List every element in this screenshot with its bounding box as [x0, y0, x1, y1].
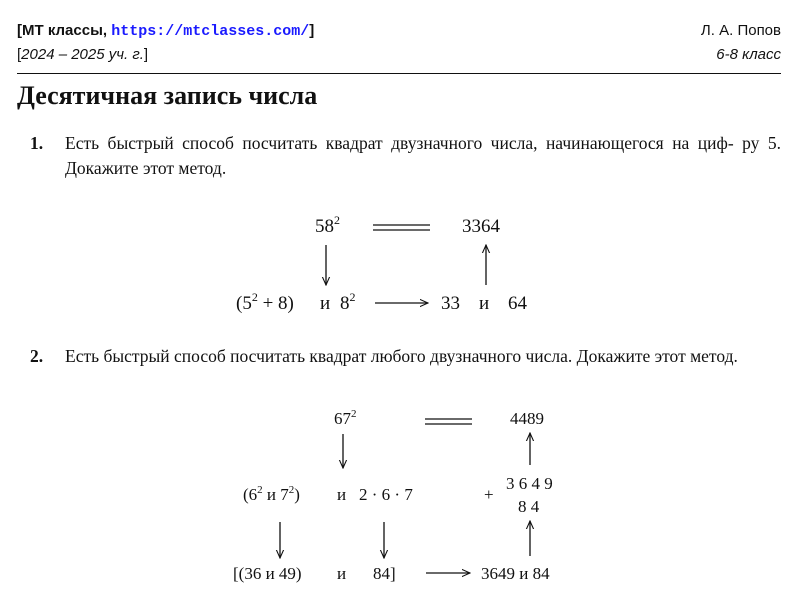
year-open-bracket: [	[17, 46, 22, 63]
d2-mid-left: ($6^2$ и $7^2$)	[243, 484, 300, 504]
org-close-bracket: ]	[309, 22, 315, 39]
diagram-2	[233, 408, 553, 583]
diagram-1	[236, 213, 528, 314]
d2-top-left: $67^2$	[334, 408, 357, 428]
problem-text: Есть быстрый способ посчитать квадрат любого двузначного числа. Докажите этот метод.	[65, 346, 738, 366]
page-title: Десятичная запись числа	[17, 81, 318, 110]
d1-result-right: 64	[508, 293, 527, 314]
problem-number: 1.	[30, 133, 44, 153]
header-grade: 6-8 класс	[716, 46, 781, 63]
d1-top-left: $58^2$	[315, 213, 340, 237]
d1-top-right: 3364	[462, 216, 500, 237]
d2-top-right: 4489	[510, 409, 544, 428]
d2-bot-left: [(36 и 49)	[233, 564, 302, 583]
d1-eight-squared: $8^2$	[340, 290, 356, 314]
problem-number: 2.	[30, 346, 44, 366]
d2-sum-bottom: 8 4	[518, 497, 540, 516]
problem-text: Есть быстрый способ посчитать квадрат двузначного числа, начинающегося на циф- ру 5. Докажите этот метод.	[65, 133, 781, 178]
d2-sum-top: 3 6 4 9	[506, 474, 553, 493]
d1-bottom-left: $(5^2 + 8)$	[236, 290, 294, 314]
d1-and: и	[320, 293, 331, 314]
school-year: 2024 – 2025 уч. г.	[21, 46, 144, 63]
header-author: Л. А. Попов	[700, 22, 781, 39]
d2-bot-result: 3649 и 84	[481, 564, 550, 583]
d2-plus: +	[484, 485, 494, 504]
d2-bot-and: и	[337, 564, 347, 583]
d2-bot-right: 84]	[373, 564, 396, 583]
year-close-bracket: ]	[143, 46, 149, 63]
org-url-link[interactable]: https://mtclasses.com/	[111, 23, 310, 40]
d1-result-left: 33	[441, 293, 460, 314]
d2-mid-product: 2 · 6 · 7	[359, 485, 413, 504]
d1-result-and: и	[479, 293, 490, 314]
org-label: [МТ классы,	[17, 22, 112, 39]
d2-mid-and: и	[337, 485, 347, 504]
